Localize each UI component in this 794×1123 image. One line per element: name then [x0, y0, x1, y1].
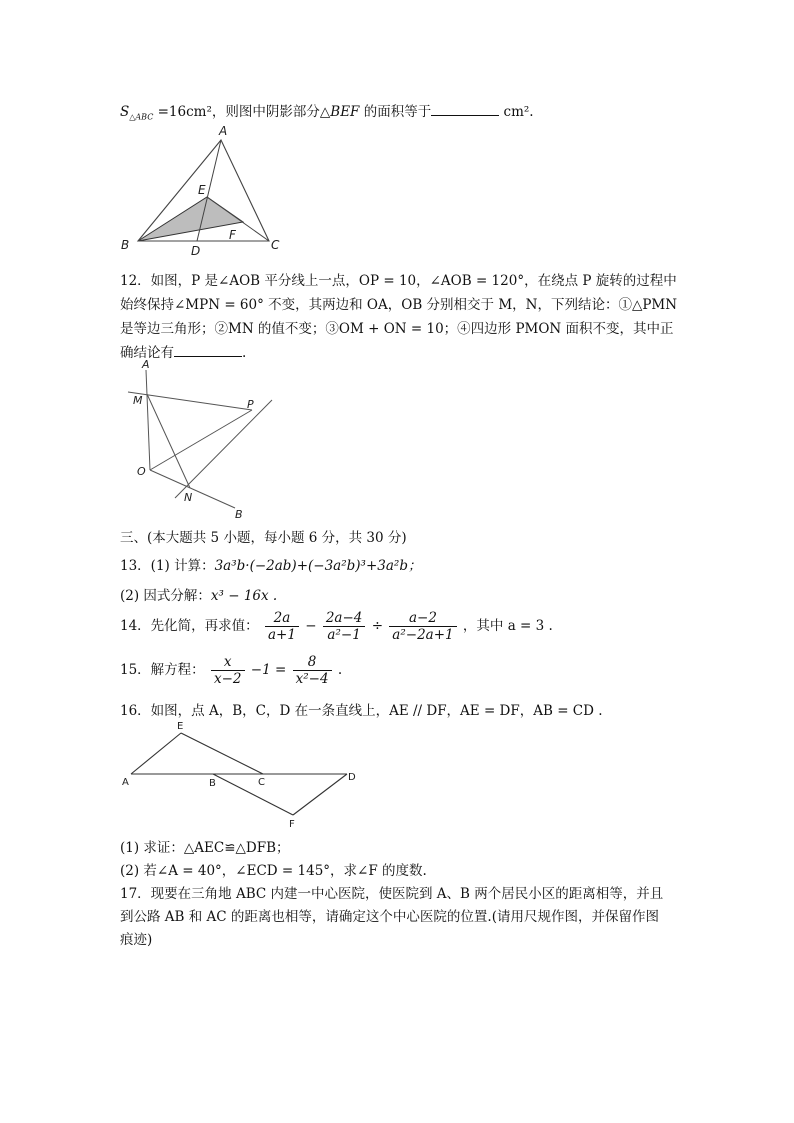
- q14-statement: [120, 610, 553, 643]
- q11-answer-blank[interactable]: [431, 103, 499, 116]
- q11-label-e: E: [198, 183, 206, 197]
- q12-ray-oa: [146, 370, 150, 470]
- q14-prefix: 14．先化简，再求值：: [120, 618, 259, 634]
- q16-part-1: (1) 求证：△AEC≌△DFB；: [120, 840, 290, 856]
- q12-line-pn: [175, 400, 272, 498]
- q12-line-4-prefix: 确结论有: [120, 345, 174, 361]
- q16-segment-fd: [293, 774, 347, 815]
- q16-label-f: F: [289, 819, 295, 830]
- q14-minus: −: [305, 618, 317, 634]
- q11-text-after: 的面积等于: [363, 104, 432, 120]
- q13-part-1: [120, 554, 421, 574]
- q16-figure: [118, 716, 368, 831]
- q15-fraction-1: $\frac{x}{x-2}$: [211, 654, 245, 687]
- q16-line-1: 16．如图，点 A，B，C，D 在一条直线上，AE // DF，AE = DF，AB = CD .: [120, 703, 603, 719]
- q16-segment-bf: [213, 774, 293, 815]
- q13-part-1-prefix: 13．(1) 计算：: [120, 558, 215, 574]
- q16-segment-ec: [181, 733, 263, 774]
- q13-part-2: [120, 584, 277, 604]
- q11-label-c: C: [271, 238, 280, 252]
- q11-label-b: B: [121, 238, 130, 252]
- q11-tri-name: △BEF: [319, 104, 360, 120]
- q15-suffix: .: [337, 662, 343, 678]
- q16-label-a: A: [122, 777, 129, 788]
- q16-segment-ae: [131, 733, 181, 774]
- q16-part-2: (2) 若∠A = 40°，∠ECD = 145°，求∠F 的度数.: [120, 863, 427, 879]
- q17-line-1: 17．现要在三角地 ABC 内建一中心医院，使医院到 A、B 两个居民小区的距离相等，并且: [120, 886, 664, 902]
- q12-line-2: 始终保持∠MPN = 60° 不变，其两边和 OA，OB 分别相交于 M，N，下列结论：①△PMN: [120, 297, 678, 313]
- q12-label-m: M: [133, 394, 143, 407]
- q11-s-value: =16cm²: [157, 104, 212, 120]
- q12-segment-mn: [147, 394, 190, 488]
- q12-label-o: O: [137, 465, 146, 478]
- q12-answer-blank[interactable]: [174, 344, 242, 357]
- q16-label-c: C: [258, 777, 265, 788]
- q12-line-3: 是等边三角形；②MN 的值不变；③OM + ON = 10；④四边形 PMON 面积不变，其中正: [120, 321, 674, 337]
- q12-ray-ob: [150, 470, 235, 508]
- q17-line-3: 痕迹): [120, 932, 153, 948]
- q16-label-b: B: [209, 778, 216, 789]
- q13-part-2-prefix: (2) 因式分解：: [120, 588, 211, 604]
- q16-label-d: D: [348, 772, 356, 783]
- q14-fraction-2: $\frac{2a-4}{\text{a²−1}}$: [323, 610, 366, 643]
- q15-fraction-2: $\frac{8}{\text{x²−4}}$: [293, 654, 332, 687]
- q14-suffix: ，其中 a = 3 .: [462, 618, 553, 634]
- q13-part-1-expression: 3a³b·(−2ab)+(−3a²b)³+3a²b；: [214, 558, 422, 574]
- q12-segment-op: [150, 410, 252, 470]
- q12-line-mp: [128, 392, 252, 410]
- q15-middle: −1 =: [250, 662, 287, 678]
- q16-label-e: E: [177, 721, 184, 732]
- q11-label-f: F: [229, 228, 236, 242]
- q11-shaded-triangle-bef: [138, 197, 243, 241]
- q12-label-a: A: [142, 358, 150, 371]
- q14-fraction-1: $\frac{2a}{a+1}$: [265, 610, 299, 643]
- q11-statement: [120, 100, 534, 122]
- q12-label-n: N: [184, 491, 193, 504]
- q14-fraction-3: $\frac{a-2}{\text{a²−2a+1}}$: [389, 610, 456, 643]
- q12-label-b: B: [235, 508, 243, 521]
- section-3-header: 三、(本大题共 5 小题，每小题 6 分，共 30 分): [120, 530, 407, 546]
- q12-label-p: P: [247, 398, 254, 411]
- q11-s-label: S: [120, 104, 130, 120]
- q11-text-before: ，则图中阴影部分: [211, 104, 320, 120]
- q11-s-sub: △ABC: [129, 112, 154, 122]
- q17-line-2: 到公路 AB 和 AC 的距离也相等，请确定这个中心医院的位置.(请用尺规作图，并保留作图: [120, 909, 659, 925]
- q15-statement: [120, 654, 342, 687]
- q12-line-4-suffix: .: [242, 345, 247, 361]
- q15-prefix: 15．解方程：: [120, 662, 205, 678]
- q11-unit: cm².: [503, 104, 534, 120]
- q11-triangle-figure: [115, 122, 295, 257]
- q13-part-2-expression: x³ − 16x .: [210, 588, 278, 604]
- q12-line-1: 12．如图，P 是∠AOB 平分线上一点，OP = 10，∠AOB = 120°，在绕点 P 旋转的过程中: [120, 273, 677, 289]
- q12-angle-figure: [120, 358, 280, 523]
- q14-divide: ÷: [371, 618, 383, 634]
- q11-label-d: D: [191, 244, 201, 257]
- q11-label-a: A: [219, 124, 228, 138]
